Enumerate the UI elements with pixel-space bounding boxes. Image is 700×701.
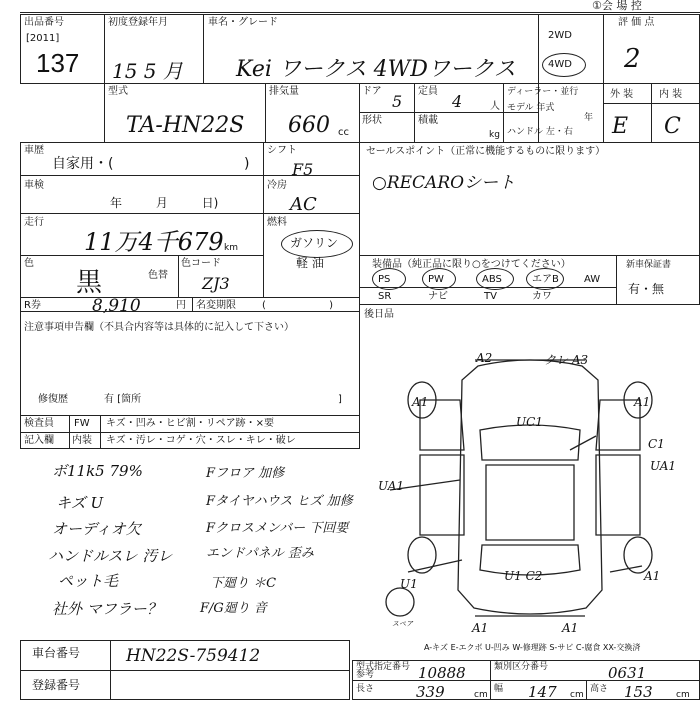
reg-label: 初度登録年月 (108, 17, 168, 28)
record-label: 記入欄 (24, 435, 54, 446)
seats-value: 4 (452, 92, 463, 111)
equip-sr: SR (378, 291, 392, 302)
selling-block (359, 142, 700, 256)
diagram-label-ua1-right: UA1 (650, 459, 677, 473)
diagram-label-a1-rear-right: A1 (644, 569, 661, 583)
diagram-label-uc1: UC1 (516, 415, 543, 429)
new-warranty-value: 有・無 (628, 282, 665, 296)
note-right-5: 下廻り ＊C (210, 576, 277, 591)
wheel-rl (408, 537, 436, 573)
inspector-divider-2 (100, 415, 101, 449)
type-value: 自家用・( (52, 156, 114, 172)
repair-close: ] (338, 394, 342, 405)
r-unit: 円 (176, 300, 186, 311)
equip-airbag: エアB (532, 274, 559, 285)
chassis-divider (110, 640, 111, 700)
handle-label: ハンドル 左・右 (507, 127, 573, 137)
width-unit: cm (570, 690, 584, 700)
note-right-1: Fフロア 加修 (206, 466, 285, 481)
repair-label: 修復歴 (38, 394, 68, 405)
notes-label: 注意事項申告欄（不具合内容等は具体的に記入して下さい） (24, 322, 294, 333)
inspection-label: 車検 (24, 180, 44, 191)
diagram-label-a2: A2 (476, 351, 493, 365)
type-close: ) (244, 156, 250, 172)
note-2: キズ U (56, 494, 104, 512)
repair-value: 有 [箇所 (104, 394, 142, 405)
shift-label: シフト (267, 145, 297, 156)
wheel-rr (624, 537, 652, 573)
ac-label: 冷房 (267, 180, 287, 191)
drive-4wd: 4WD (548, 59, 572, 70)
spare-tire (386, 588, 414, 616)
rename-divider (192, 297, 193, 312)
lot-number: 137 (36, 48, 80, 78)
cc-unit: cc (338, 127, 349, 138)
reg-value: 15 5 月 (112, 59, 183, 83)
color-code-label: 色コード (181, 258, 221, 269)
exterior-value: E (612, 114, 629, 139)
color-swatch-label: 色替 (148, 270, 168, 281)
ext-int-rule (603, 103, 700, 104)
venue-label: ①会 場 控 (592, 0, 642, 12)
mileage-value: 11万4千679 (84, 228, 224, 256)
seats-unit: 人 (490, 101, 500, 112)
diagram-label-u1-c2: U1 C2 (504, 569, 543, 583)
diagram-label-a1-rear-center: A1 (562, 621, 579, 635)
model-year-label: モデル 年式 (507, 103, 555, 113)
r-value: 8,910 (92, 296, 141, 316)
shape-label: 形状 (362, 115, 382, 126)
doors-value: 5 (392, 92, 403, 111)
height-unit: cm (676, 690, 690, 700)
seats-label: 定員 (418, 86, 438, 97)
spec-divider-1 (490, 660, 491, 700)
lot-label: 出品番号 (24, 17, 64, 28)
equip-pw: PW (428, 274, 444, 285)
equipment-label: 装備品（純正品に限り○をつけてください） (372, 259, 571, 270)
diagram-label-spare: スペア (392, 620, 413, 628)
length-unit: cm (474, 690, 488, 700)
equip-navi: ナビ (428, 291, 448, 302)
equip-abs-circle (476, 268, 514, 290)
left-door-rear (420, 455, 464, 535)
width-value: 147 (528, 683, 557, 701)
spec-label: 型式指定番号 (356, 662, 411, 672)
name-label: 車名・グレード (208, 17, 278, 28)
inspector-divider (69, 415, 70, 449)
equip-aw: AW (584, 274, 601, 285)
inspector-label: 検査員 (24, 418, 54, 429)
diagram-label-u1-left: U1 (400, 577, 418, 591)
shift-value: F5 (292, 160, 314, 179)
load-label: 積載 (418, 115, 438, 126)
drive-2wd: 2WD (548, 30, 572, 41)
fuel-alt: 軽 油 (296, 256, 324, 270)
interior-items: キズ・汚レ・コゲ・穴・スレ・キレ・破レ (106, 435, 296, 446)
ac-value: AC (290, 194, 317, 215)
note-5: ペット毛 (58, 572, 119, 590)
warranty-divider (616, 255, 617, 305)
model-year-unit: 年 (584, 113, 594, 123)
right-door-rear (596, 455, 640, 535)
note-1: ボ11k5 79% (52, 462, 143, 480)
class-label: 類別区分番号 (494, 662, 549, 672)
ref-label: 参考 (356, 670, 375, 680)
color-value: 黒 (76, 268, 103, 298)
note-3: オーディオ欠 (52, 520, 141, 538)
diagram-label-c1: C1 (648, 437, 665, 451)
lot-year: [2011] (26, 33, 60, 44)
note-6: 社外 マフラー？ (52, 600, 162, 618)
diagram-label-ua1-left: UA1 (378, 479, 405, 493)
fuel-value: ガソリン (290, 236, 339, 250)
chassis-label: 車台番号 (32, 646, 81, 660)
note-right-2: Fタイヤハウス ヒズ 加修 (206, 494, 353, 509)
spec-rule (352, 680, 700, 681)
height-value: 153 (624, 683, 653, 701)
interior-label: 内 装 (659, 89, 683, 100)
diagram-label-a1-rear-left: A1 (472, 621, 489, 635)
model-label: 型式 (108, 86, 128, 97)
note-arrow-c1 (570, 436, 596, 450)
windshield (480, 425, 580, 460)
fw-items: キズ・凹み・ヒビ割・リペア跡・×要 (106, 418, 274, 429)
doors-label: ドア (362, 86, 382, 97)
reg-number-label: 登録番号 (32, 678, 81, 692)
equip-pw-circle (422, 268, 456, 290)
car-diagram (360, 340, 700, 640)
note-arrow-a1 (610, 566, 642, 572)
equip-ps-circle (372, 268, 406, 290)
note-right-4: エンドパネル 歪み (206, 546, 314, 561)
rename-label: 名変期限 (196, 300, 236, 311)
chassis-rule (20, 670, 350, 671)
cc-label: 排気量 (269, 86, 299, 97)
new-warranty-label: 新車保証書 (626, 260, 672, 270)
roof (486, 465, 574, 540)
color-label: 色 (24, 258, 34, 269)
name-value: Kei ワークス 4WDワークス (236, 57, 516, 82)
grade-label: 評 価 点 (618, 17, 655, 28)
class-value: 0631 (608, 664, 647, 682)
equip-abs: ABS (482, 274, 502, 285)
chassis-value: HN22S-759412 (126, 646, 261, 666)
spec-divider-2 (586, 680, 587, 700)
equip-airbag-circle (526, 268, 564, 290)
top-rule (20, 12, 700, 13)
interior-label-2: 内装 (72, 435, 92, 446)
selling-label: セールスポイント（正常に機能するものに限ります） (366, 146, 606, 157)
model-value: TA-HN22S (126, 113, 245, 138)
note-right-3: Fクロスメンバー 下回要 (206, 521, 349, 536)
diagram-label-a3: クレ A3 (544, 353, 589, 367)
length-value: 339 (416, 683, 445, 701)
equip-tv: TV (484, 291, 497, 302)
width-label: 幅 (494, 684, 504, 694)
type-label: 車歴 (24, 145, 44, 156)
r-label: R券 (24, 300, 41, 311)
equip-ps: PS (378, 274, 391, 285)
inspection-value: 年 月 日) (110, 196, 219, 210)
diagram-label-a1-right: A1 (634, 395, 651, 409)
color-code-value: ZJ3 (202, 274, 230, 293)
post-label: 後日品 (364, 309, 394, 320)
selling-value: ○RECAROシート (372, 173, 516, 193)
rename-value: ( ) (262, 300, 333, 311)
exterior-label: 外 装 (610, 89, 634, 100)
dealer-label: ディーラー・並行 (507, 87, 579, 97)
equip-leather: カワ (532, 291, 552, 302)
interior-value: C (664, 114, 681, 139)
fw-label: FW (74, 418, 90, 429)
fuel-label: 燃料 (267, 217, 287, 228)
cc-value: 660 (288, 113, 330, 138)
diagram-label-a1-left: A1 (412, 395, 429, 409)
length-label: 長さ (356, 684, 375, 694)
load-unit: kg (489, 130, 500, 140)
height-label: 高さ (590, 684, 609, 694)
note-right-6: F/G廻り 音 (200, 601, 267, 616)
note-4: ハンドルスレ 汚レ (48, 547, 173, 565)
mileage-unit: km (224, 243, 238, 253)
diagram-legend: A-キズ E-エクボ U-凹み W-修理跡 S-サビ C-腐食 XX-交換済 (424, 643, 641, 652)
grade-value: 2 (624, 44, 641, 74)
inspector-rule (20, 432, 360, 433)
mileage-label: 走行 (24, 217, 44, 228)
ref-value: 10888 (418, 664, 466, 682)
